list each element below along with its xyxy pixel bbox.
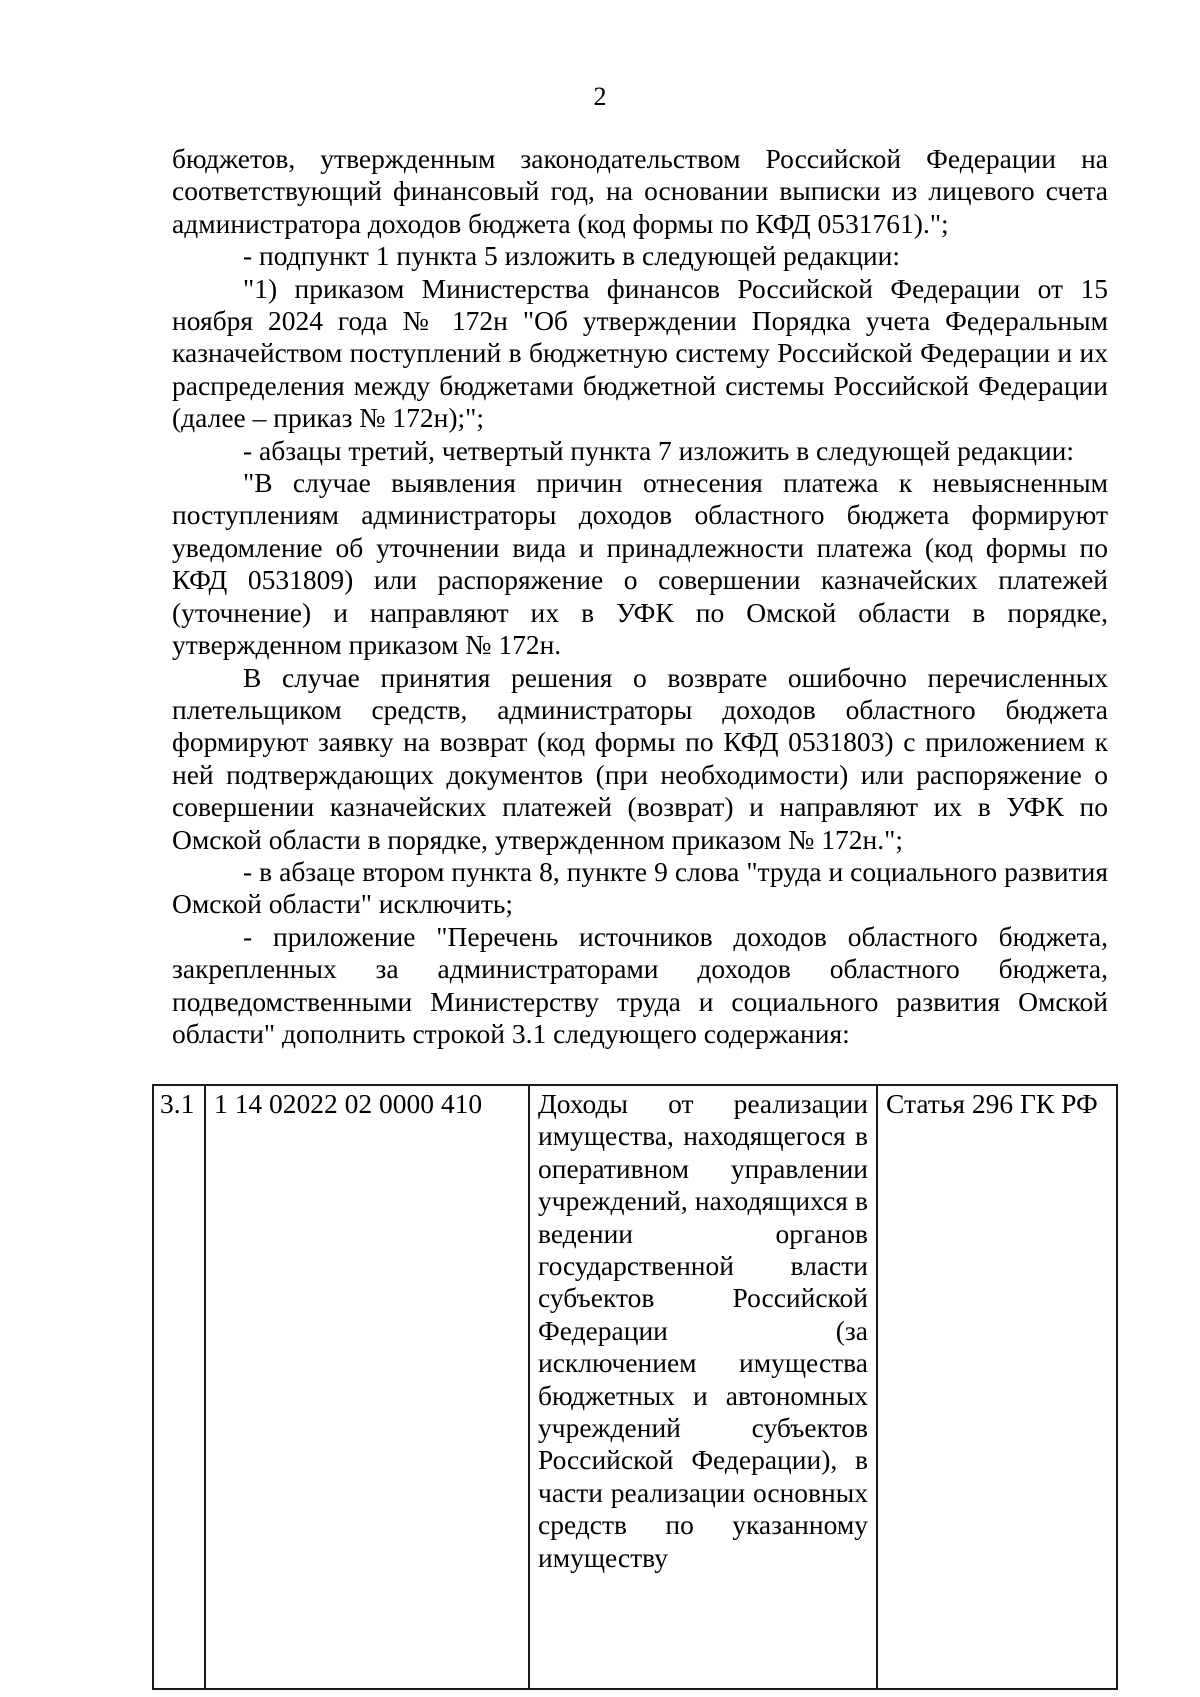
paragraph-appendix: - приложение "Перечень источников доходов областного бюджета, закрепленных за администраторами доходов областного бюджета, подведомственными Министерству труда и социального развития Омской области" дополнить строкой 3.1 следующего содержания:	[172, 920, 1108, 1049]
paragraph-unclear-payments: "В случае выявления причин отнесения платежа к невыясненным поступлениям администраторы доходов областного бюджета формируют уведомление об уточнении вида и принадлежности платежа (код формы по КФД 0531809) или распоряжение о совершении казначейских платежей (уточнение) и направляют их в УФК по Омской области в порядке, утвержденном приказом № 172н.	[172, 467, 1108, 661]
paragraph-continuation: бюджетов, утвержденным законодательством Российской Федерации на соответствующий финансовый год, на основании выписки из лицевого счета администратора доходов бюджета (код формы по КФД 0531761).";	[172, 143, 1108, 239]
document-body	[172, 143, 1108, 1050]
income-sources-table	[152, 1084, 1118, 1690]
legal-basis-cell: Статья 296 ГК РФ	[877, 1085, 1117, 1689]
paragraph-refund: В случае принятия решения о возврате ошибочно перечисленных плетельщиком средств, администраторы доходов областного бюджета формируют заявку на возврат (код формы по КФД 0531803) с приложением к ней подтверждающих документов (при необходимости) или распоряжение о совершении казначейских платежей (возврат) и направляют их в УФК по Омской области в порядке, утвержденном приказом № 172н.";	[172, 661, 1108, 855]
paragraph-subpoint-1: - подпункт 1 пункта 5 изложить в следующей редакции:	[243, 240, 900, 272]
budget-code-cell: 1 14 02022 02 0000 410	[205, 1085, 529, 1689]
page-number: 2	[593, 82, 607, 111]
income-name-cell: Доходы от реализации имущества, находящегося в оперативном управлении учреждений, находящихся в ведении органов государственной власти субъектов Российской Федерации (за исключением имущества бюджетных и автономных учреждений субъектов Российской Федерации), в части реализации основных средств по указанному имуществу	[529, 1085, 877, 1689]
paragraph-point-7: - абзацы третий, четвертый пункта 7 изложить в следующей редакции:	[243, 434, 1075, 466]
paragraph-point-8-9: - в абзаце втором пункта 8, пункте 9 слова "труда и социального развития Омской области" исключить;	[172, 855, 1108, 920]
paragraph-order-172n: "1) приказом Министерства финансов Российской Федерации от 15 ноября 2024 года № 172н "Об утверждении Порядка учета Федеральным казначейством поступлений в бюджетную систему Российской Федерации и их распределения между бюджетами бюджетной системы Российской Федерации (далее – приказ № 172н);";	[172, 272, 1108, 434]
row-number-cell: 3.1	[153, 1085, 205, 1689]
table-row	[153, 1085, 1117, 1689]
